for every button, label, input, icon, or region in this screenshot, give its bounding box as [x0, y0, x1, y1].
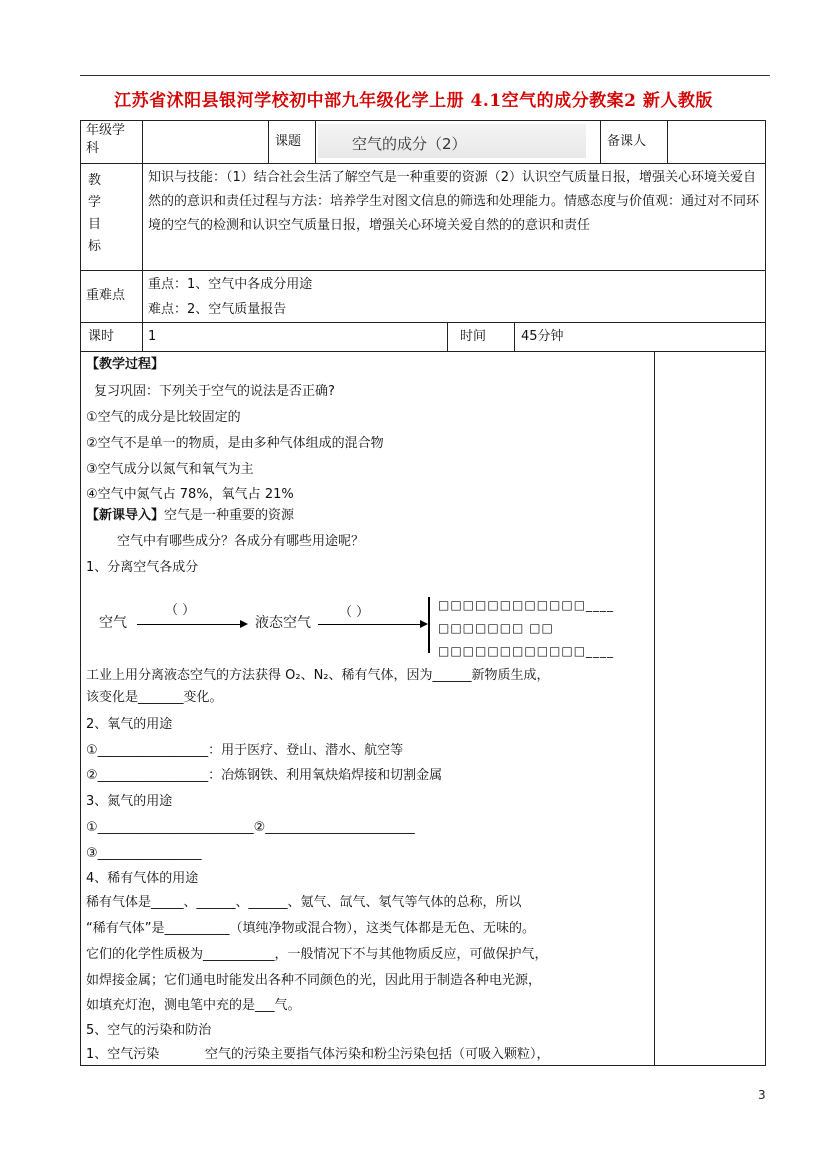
statement-item: ④空气中氮气占 78%，氧气占 21%: [86, 487, 294, 502]
diagram-liquid-air: 液态空气: [255, 615, 311, 631]
document-title: 江苏省沭阳县银河学校初中部九年级化学上册 4.1空气的成分教案2 新人教版: [114, 91, 713, 111]
column-divider: [514, 322, 515, 351]
diagram-step1-blank: （ ）: [165, 603, 196, 618]
oxygen-use: ①_________________：用于医疗、登山、潜水、航空等: [86, 743, 404, 758]
periods-value: 1: [148, 329, 157, 344]
row-divider: [80, 322, 766, 323]
diagram-output: □□□□□□□ □□: [438, 621, 554, 635]
arrow-head-icon: [240, 620, 248, 628]
intro-line: [86, 507, 294, 525]
noble-gas-line: 稀有气体是_____、______、______、氪气、氙气、氡气等气体的总称，所以: [86, 895, 522, 910]
section-heading: 2、氧气的用途: [86, 717, 173, 732]
column-divider: [315, 120, 316, 163]
time-label: 时间: [460, 329, 487, 344]
oxygen-use: ②_________________：冶炼钢铁、利用氧炔焰焊接和切割金属: [86, 768, 443, 783]
intro-label: 【新课导入】: [86, 508, 165, 523]
diagram-brace: [428, 597, 436, 653]
column-divider: [600, 120, 601, 163]
industry-line: 工业上用分离液态空气的方法获得 O₂、N₂、稀有气体，因为______新物质生成，: [86, 668, 550, 683]
row-divider: [80, 270, 766, 271]
noble-gas-line: 如焊接金属；它们通电时能发出各种不同颜色的光，因此用于制造各种电光源，: [86, 973, 542, 988]
process-heading: 【教学过程】: [86, 357, 165, 372]
column-divider: [667, 120, 668, 163]
topic-label: 课题: [275, 134, 302, 149]
column-divider: [447, 322, 448, 351]
nitrogen-use: ①________________________②_______________________: [86, 820, 415, 835]
difficult-point: 难点：2、空气质量报告: [148, 302, 287, 317]
topic-value: 空气的成分（2）: [352, 135, 467, 153]
arrow-head-icon: [420, 620, 428, 628]
statement-item: ②空气不是单一的物质，是由多种气体组成的混合物: [86, 436, 384, 451]
key-point: 重点：1、空气中各成分用途: [148, 277, 313, 292]
objectives-label: 教学目标: [88, 173, 102, 254]
pollution-label: 1、空气污染: [86, 1047, 160, 1062]
objectives-text: 知识与技能：（1）结合社会生活了解空气是一种重要的资源（2）认识空气质量日报，增强关心环境关爱自然的的意识和责任过程与方法：培养学生对图文信息的筛选和处理能力。情感态度与价值观：通过对不同环境的空气的检测和认识空气质量日报，增强关心环境关爱自然的的意识和责任: [148, 170, 760, 233]
page-number: 3: [758, 1088, 766, 1102]
noble-gas-line: 如填充灯泡，测电笔中充的是___气。: [86, 998, 301, 1013]
row-divider: [80, 351, 766, 352]
notes-column-divider: [654, 351, 655, 1066]
diagram-arrow-2: [318, 624, 422, 625]
preparer-label: 备课人: [607, 134, 647, 149]
section-heading: 1、分离空气各成分: [86, 560, 199, 575]
intro-text: 空气是一种重要的资源: [164, 508, 295, 523]
section-heading: 4、稀有气体的用途: [86, 871, 199, 886]
top-rule: [80, 75, 770, 76]
statement-item: ①空气的成分是比较固定的: [86, 410, 241, 425]
section-heading: 5、空气的污染和防治: [86, 1023, 212, 1038]
diagram-output: □□□□□□□□□□□□____: [438, 598, 615, 612]
key-points-label: 重难点: [86, 288, 126, 303]
industry-line: 该变化是_______变化。: [86, 690, 223, 705]
noble-gas-line: 它们的化学性质极为___________，一般情况下不与其他物质反应，可做保护气，: [86, 947, 548, 962]
diagram-step2-blank: （ ）: [339, 605, 370, 620]
pollution-text: 空气的污染主要指气体污染和粉尘污染包括（可吸入颗粒），: [205, 1047, 550, 1062]
intro-question: 空气中有哪些成分？各成分有哪些用途呢？: [117, 534, 365, 549]
column-divider: [268, 120, 269, 163]
row-divider: [80, 163, 766, 164]
column-divider: [142, 120, 143, 351]
grade-subject-label: 年级学科: [86, 123, 126, 156]
nitrogen-use: ③________________: [86, 846, 202, 861]
statement-item: ③空气成分以氮气和氧气为主: [86, 462, 254, 477]
diagram-air: 空气: [99, 615, 127, 631]
time-value: 45分钟: [521, 329, 564, 344]
periods-label: 课时: [88, 329, 115, 344]
section-heading: 3、氮气的用途: [86, 794, 173, 809]
diagram-output: □□□□□□□□□□□□____: [438, 644, 615, 658]
diagram-arrow-1: [137, 624, 241, 625]
review-question: 复习巩固：下列关于空气的说法是否正确?: [94, 384, 335, 399]
noble-gas-line: “稀有气体”是__________（填纯净物或混合物），这类气体都是无色、无味的。: [86, 921, 535, 936]
